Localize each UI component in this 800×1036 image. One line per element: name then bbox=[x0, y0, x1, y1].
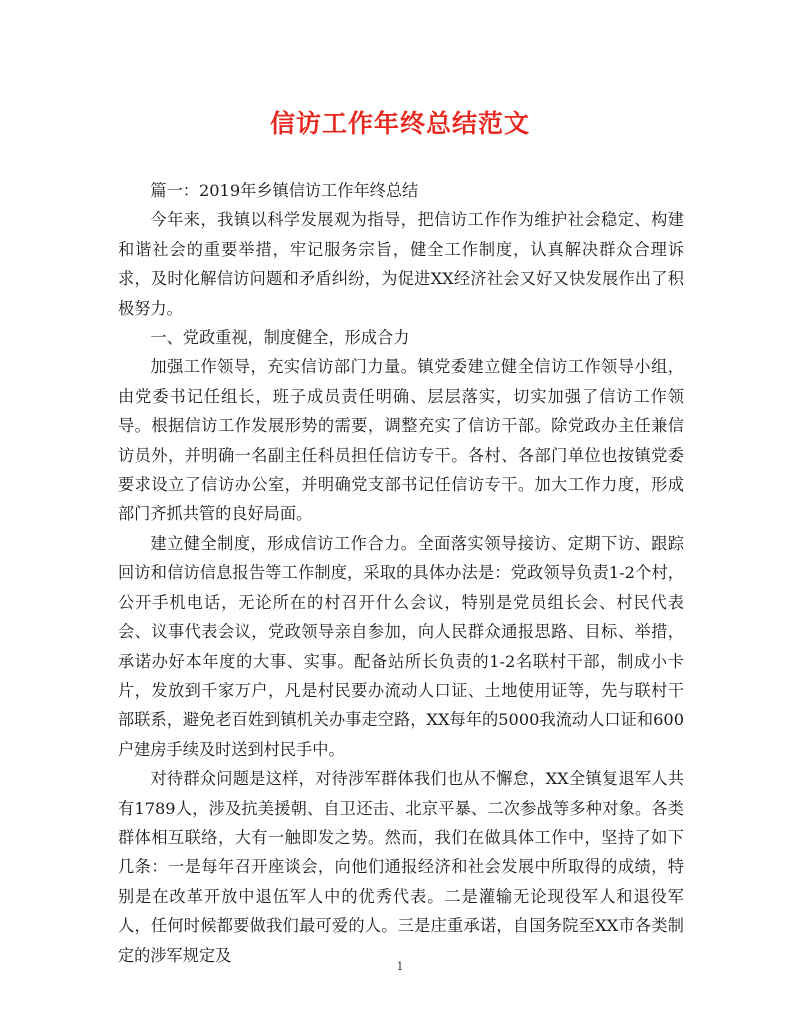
body-paragraph: 建立健全制度，形成信访工作合力。全面落实领导接访、定期下访、跟踪回访和信访信息报告等工作制度，采取的具体办法是：党政领导负责1-2个村，公开手机电话，无论所在的村召开什么会议，特别是党员组长会、村民代表会、议事代表会议，党政领导亲自参加，向人民群众通报思路、目标、举措，承诺办好本年度的大事、实事。配备站所长负责的1-2名联村干部，制成小卡片，发放到千家万户，凡是村民要办流动人口证、土地使用证等，先与联村干部联系，避免老百姓到镇机关办事走空路，XX每年的5000我流动人口证和600户建房手续及时送到村民手中。 bbox=[118, 533, 684, 759]
document-title: 信访工作年终总结范文 bbox=[269, 109, 530, 138]
body-paragraph: 对待群众问题是这样，对待涉军群体我们也从不懈怠，XX全镇复退军人共有1789人，涉及抗美援朝、自卫还击、北京平暴、二次参战等多种对象。各类群体相互联络，大有一触即发之势。然而，我们在做具体工作中，坚持了如下几条：一是每年召开座谈会，向他们通报经济和社会发展中所取得的成绩，特别是在改革开放中退伍军人中的优秀代表。二是灌输无论现役军人和退役军人，任何时候都要做我们最可爱的人。三是庄重承诺，自国务院至XX市各类制定的涉军规定及 bbox=[118, 769, 684, 965]
page-number: 1 bbox=[396, 960, 404, 973]
document-body bbox=[118, 176, 684, 970]
intro-paragraph: 今年来，我镇以科学发展观为指导，把信访工作作为维护社会稳定、构建和谐社会的重要举措，牢记服务宗旨，健全工作制度，认真解决群众合理诉求，及时化解信访问题和矛盾纠纷，为促进XX经济社会又好又快发展作出了积极努力。 bbox=[118, 210, 684, 318]
section-heading: 篇一：2019年乡镇信访工作年终总结 bbox=[150, 181, 419, 200]
body-paragraph: 加强工作领导，充实信访部门力量。镇党委建立健全信访工作领导小组，由党委书记任组长，班子成员责任明确、层层落实，切实加强了信访工作领导。根据信访工作发展形势的需要，调整充实了信访干部。除党政办主任兼信访员外，并明确一名副主任科员担任信访专干。各村、各部门单位也按镇党委要求设立了信访办公室，并明确党支部书记任信访专干。加大工作力度，形成部门齐抓共管的良好局面。 bbox=[118, 357, 684, 524]
subsection-heading: 一、党政重视，制度健全，形成合力 bbox=[150, 328, 410, 348]
